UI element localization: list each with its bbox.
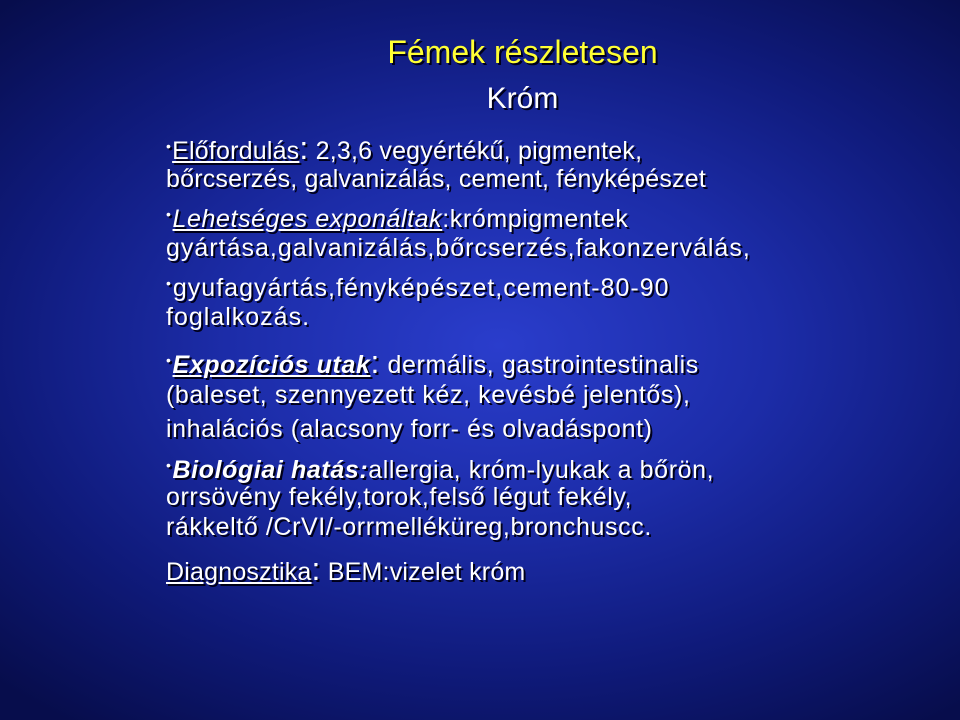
exposed-text-2: gyártása,galvanizálás,bőrcserzés,fakonzerválás, [166, 234, 751, 262]
occurrence-label: Előfordulás [172, 137, 300, 165]
exposure-line-3 [166, 414, 653, 444]
biological-line-3 [166, 512, 652, 542]
exposure-text-3: inhalációs (alacsony forr- és olvadáspont) [166, 415, 653, 443]
biological-line-2 [166, 482, 632, 512]
occurrence-line-1 [166, 131, 642, 166]
diagnostics-colon: : [311, 551, 321, 587]
exposed-text-1: :krómpigmentek [442, 205, 629, 233]
slide-title: Fémek részletesen [387, 34, 658, 70]
exposed-line-4 [166, 302, 310, 332]
diagnostics-text: BEM:vizelet króm [320, 558, 526, 586]
exposed-line-1 [166, 199, 629, 234]
exposed-text-3: gyufagyártás,fényképészet,cement-80-90 [172, 274, 670, 302]
exposure-line-2 [166, 380, 691, 410]
occurrence-text-1: 2,3,6 vegyértékű, pigmentek, [308, 137, 643, 165]
bullet: • [166, 138, 172, 154]
biological-line-1 [166, 450, 714, 485]
exposed-line-2 [166, 233, 751, 263]
biological-text-3: rákkeltő /CrVI/-orrmelléküreg,bronchuscc. [166, 513, 652, 541]
diagnostics-label: Diagnosztika [166, 558, 312, 586]
bullet: • [166, 275, 172, 291]
biological-label: Biológiai hatás: [172, 456, 369, 484]
exposure-colon: : [370, 344, 380, 380]
bullet: • [166, 457, 172, 473]
slide-subtitle: Króm [486, 82, 559, 115]
bullet: • [166, 352, 172, 368]
occurrence-line-2 [166, 164, 706, 194]
exposed-label: Lehetséges exponáltak [172, 205, 443, 233]
occurrence-colon: : [299, 130, 309, 166]
occurrence-text-2: bőrcserzés, galvanizálás, cement, fényképészet [166, 165, 707, 193]
exposed-line-3 [166, 268, 670, 303]
biological-text-1: allergia, króm-lyukak a bőrön, [368, 456, 715, 484]
exposure-text-2: (baleset, szennyezett kéz, kevésbé jelentős), [166, 381, 691, 409]
exposure-text-1: dermális, gastrointestinalis [379, 351, 699, 379]
exposure-label: Expozíciós utak [172, 351, 371, 379]
bullet: • [166, 206, 172, 222]
exposed-text-4: foglalkozás. [166, 303, 311, 331]
exposure-line-1 [166, 345, 699, 380]
diagnostics-line [166, 551, 526, 587]
biological-text-2: orrsövény fekély,torok,felső légut fekély, [166, 483, 633, 511]
